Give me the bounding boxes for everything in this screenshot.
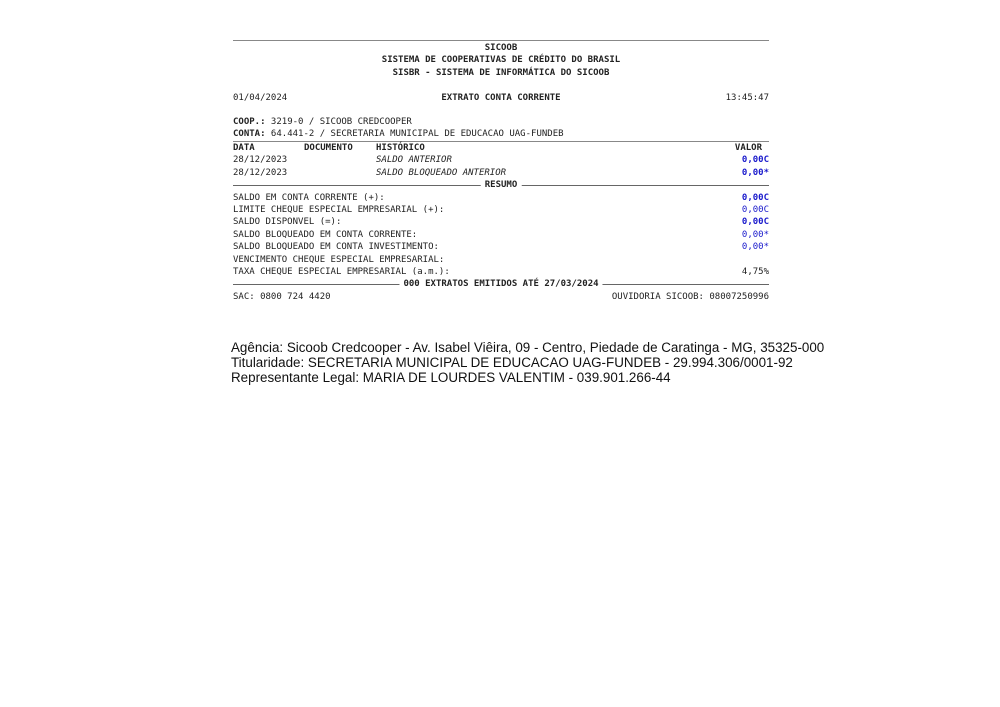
row-value: 0,00C: [741, 155, 769, 166]
resumo-label: SALDO BLOQUEADO EM CONTA CORRENTE:: [233, 229, 418, 240]
representante-line: Representante Legal: MARIA DE LOURDES VALENTIM - 039.901.266-44: [231, 370, 671, 385]
extratos-divider: [233, 278, 769, 290]
ouvidoria-phone: OUVIDORIA SICOOB: 08007250996: [611, 291, 769, 302]
resumo-label: SALDO DISPONVEL (=):: [233, 217, 342, 228]
table-row: [233, 167, 769, 179]
resumo-item: [233, 266, 769, 278]
resumo-value: 0,00C: [741, 192, 769, 203]
resumo-value: 0,00*: [741, 229, 769, 240]
resumo-label: SALDO EM CONTA CORRENTE (+):: [233, 192, 385, 203]
row-date: 28/12/2023: [233, 167, 288, 178]
col-header-documento: DOCUMENTO: [304, 143, 353, 153]
row-history: SALDO BLOQUEADO ANTERIOR: [376, 167, 507, 178]
coop-line: [233, 116, 769, 128]
resumo-item: [233, 254, 769, 266]
statement-title: EXTRATO CONTA CORRENTE: [441, 93, 561, 103]
row-value: 0,00*: [741, 167, 769, 178]
resumo-label: VENCIMENTO CHEQUE ESPECIAL EMPRESARIAL:: [233, 254, 445, 265]
conta-value: 64.441-2 / SECRETARIA MUNICIPAL DE EDUCACAO UAG-FUNDEB: [265, 129, 564, 140]
account-info: [233, 116, 769, 141]
extratos-emitidos: 000 EXTRATOS EMITIDOS ATÉ 27/03/2024: [399, 278, 602, 290]
table-row: [233, 154, 769, 166]
resumo-item: [233, 229, 769, 241]
statement-meta: [233, 92, 769, 104]
subsystem-name: SISBR - SISTEMA DE INFORMÁTICA DO SICOOB: [392, 67, 610, 78]
coop-value: 3219-0 / SICOOB CREDCOOPER: [265, 117, 412, 127]
resumo-value: 4,75%: [741, 266, 769, 277]
resumo-divider: [233, 179, 769, 191]
resumo-label: TAXA CHEQUE ESPECIAL EMPRESARIAL (a.m.):: [233, 266, 450, 277]
statement-time: 13:45:47: [725, 93, 769, 103]
resumo-label: SALDO BLOQUEADO EM CONTA INVESTIMENTO:: [233, 242, 439, 253]
table-header: [233, 142, 769, 154]
top-rule: [233, 40, 769, 41]
coop-label: COOP.:: [233, 117, 266, 127]
resumo-title: RESUMO: [481, 179, 522, 191]
resumo-label: LIMITE CHEQUE ESPECIAL EMPRESARIAL (+):: [233, 204, 445, 215]
resumo-item: [233, 192, 769, 204]
resumo-item: [233, 216, 769, 228]
conta-label: CONTA:: [233, 129, 266, 140]
col-header-valor: VALOR: [734, 143, 762, 153]
statement-date: 01/04/2024: [233, 93, 288, 103]
agencia-line: Agência: Sicoob Credcooper - Av. Isabel Viêira, 09 - Centro, Piedade de Caratinga - MG, 35325-000: [231, 340, 825, 355]
sac-phone: SAC: 0800 724 4420: [233, 291, 331, 302]
resumo-item: [233, 241, 769, 253]
resumo-value: 0,00*: [741, 242, 769, 253]
resumo-item: [233, 204, 769, 216]
transactions-table: [233, 141, 769, 303]
conta-line: [233, 128, 769, 140]
resumo-value: 0,00C: [741, 204, 769, 215]
row-history: SALDO ANTERIOR: [376, 155, 452, 166]
titularidade-line: Titularidade: SECRETARIA MUNICIPAL DE EDUCACAO UAG-FUNDEB - 29.994.306/0001-92: [231, 355, 793, 370]
col-header-data: DATA: [233, 143, 255, 153]
system-name: SISTEMA DE COOPERATIVAS DE CRÉDITO DO BRASIL: [381, 55, 621, 66]
contacts-line: [233, 291, 769, 303]
account-holder-info: [231, 340, 824, 385]
col-header-historico: HISTÓRICO: [376, 143, 425, 153]
row-date: 28/12/2023: [233, 155, 288, 166]
resumo-value: 0,00C: [741, 217, 769, 228]
bank-name: SICOOB: [484, 43, 518, 53]
statement-header: [233, 40, 769, 79]
